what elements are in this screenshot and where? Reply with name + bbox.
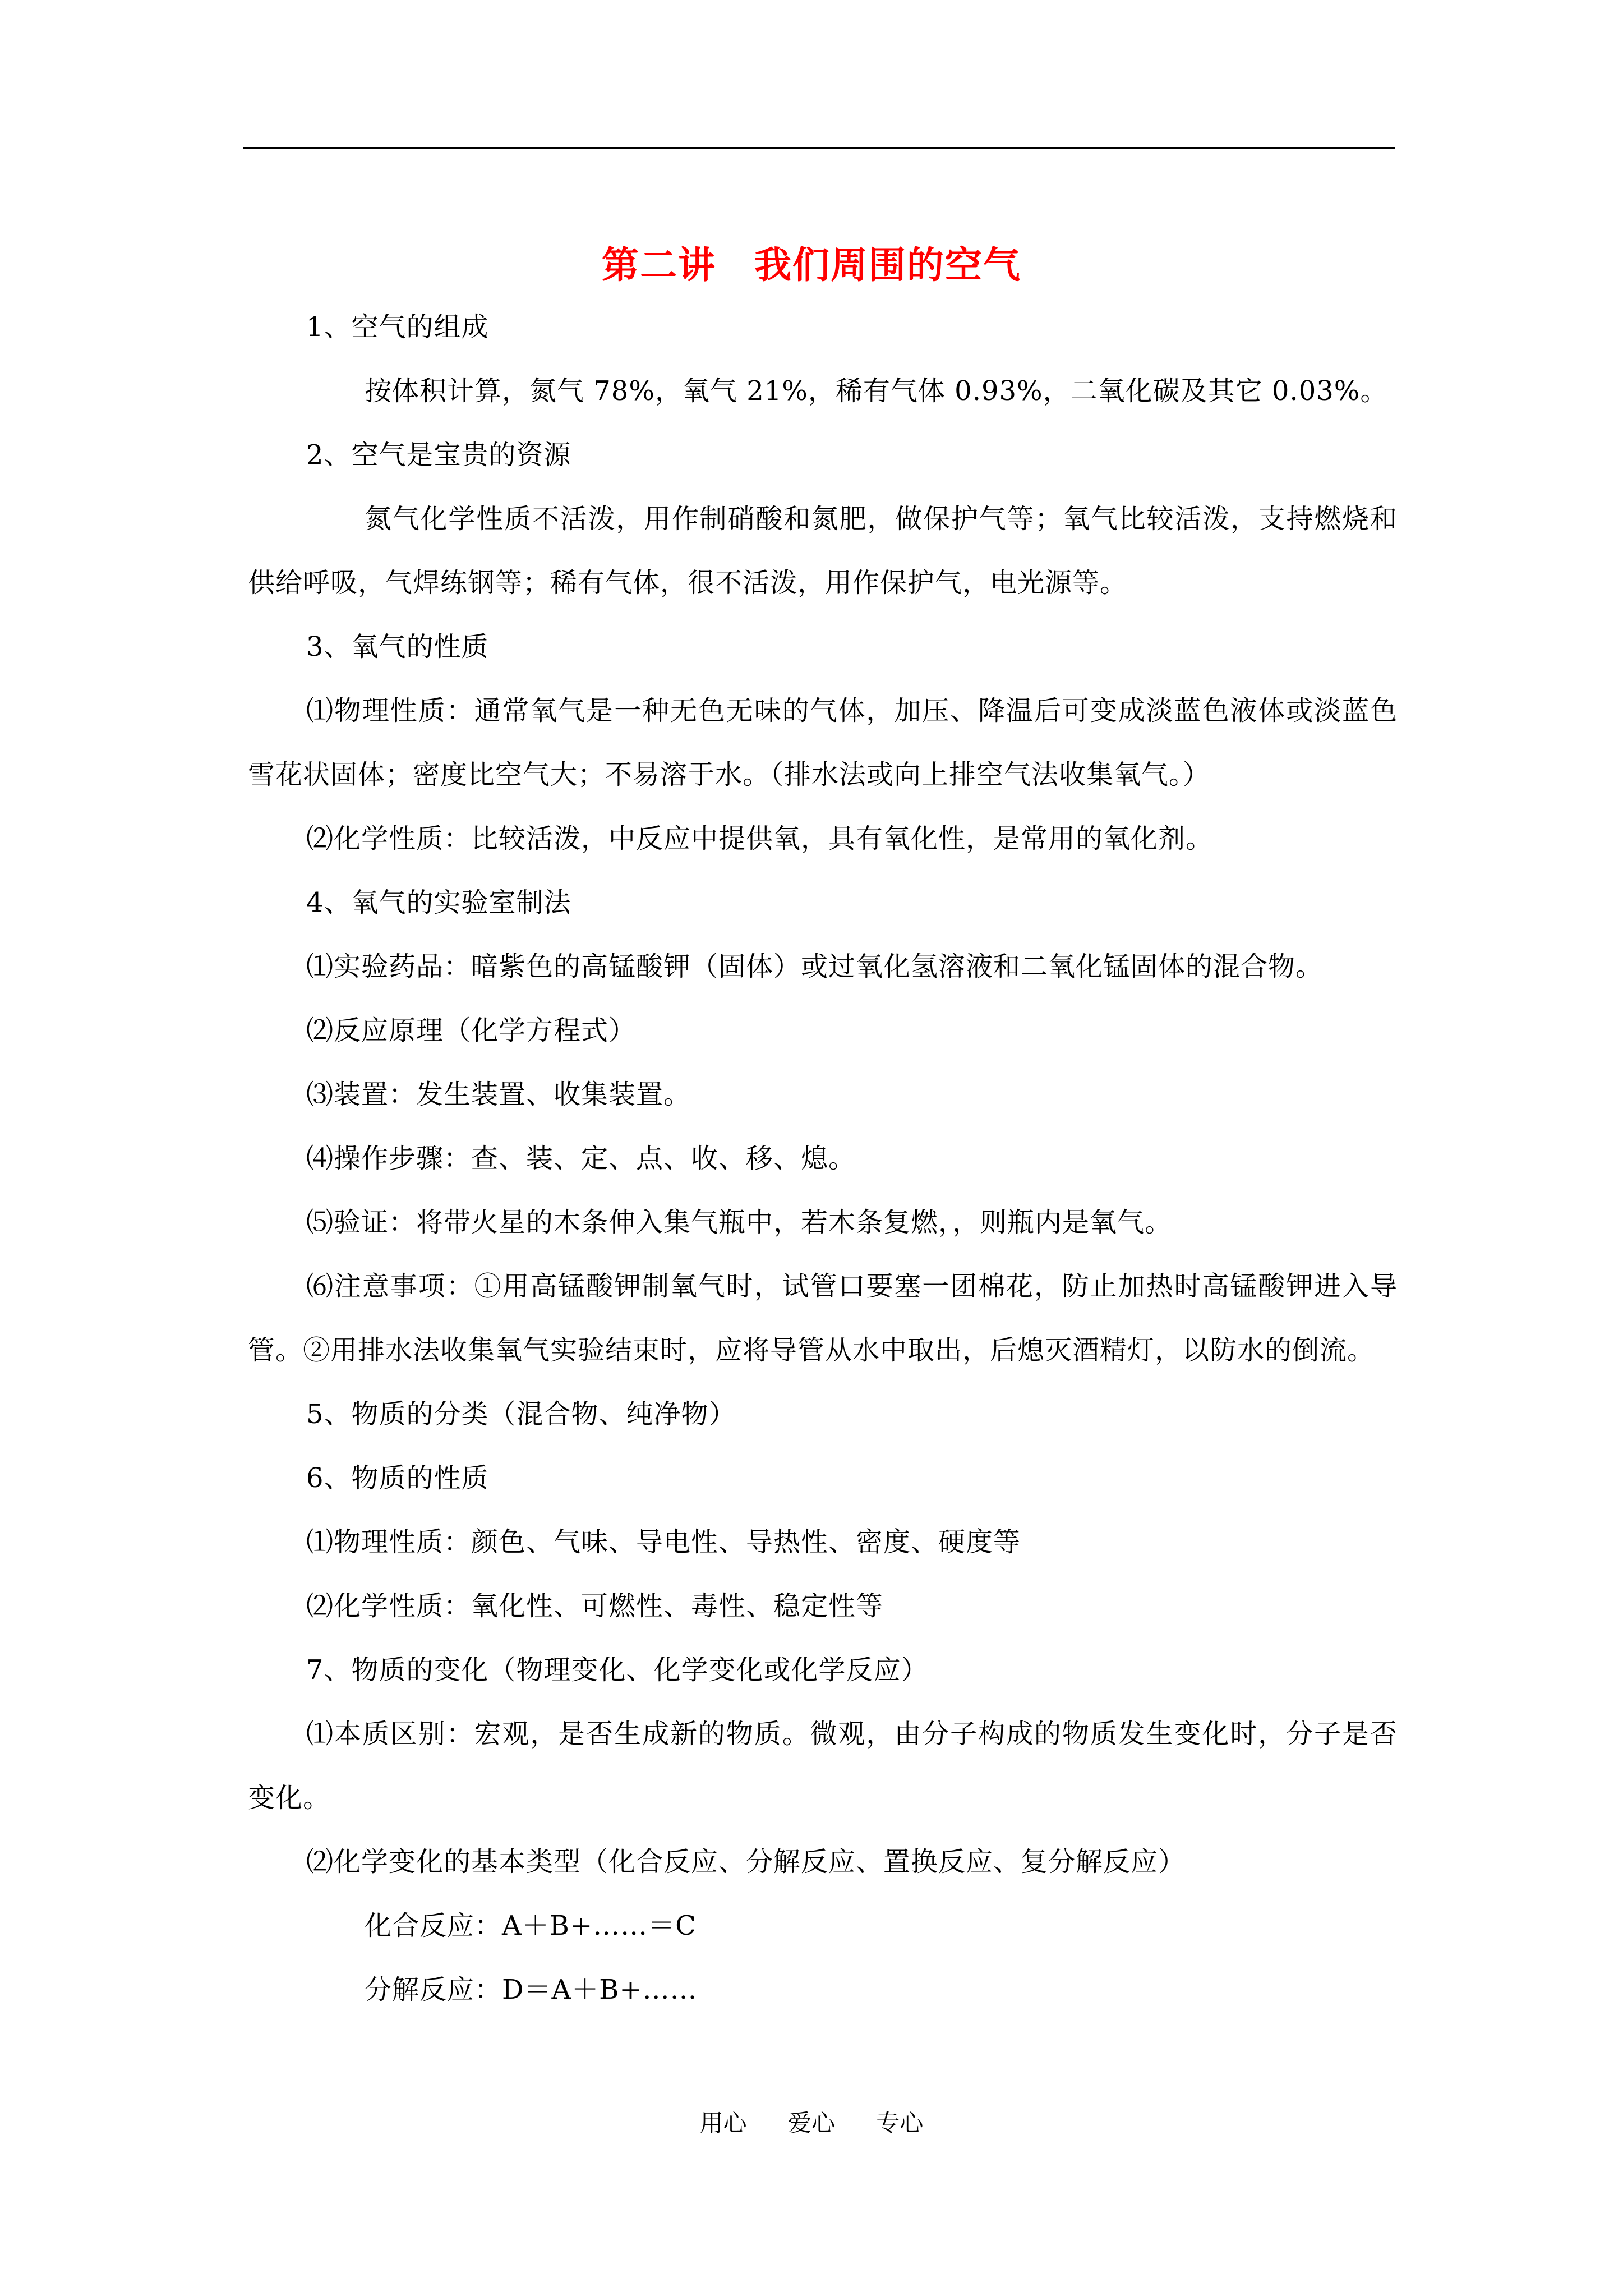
paragraph-lab-verification: ⑸验证：将带火星的木条伸入集气瓶中，若木条复燃，，则瓶内是氧气。: [306, 1207, 1173, 1238]
footer-motto-1: 用心: [699, 2109, 747, 2137]
paragraph-physical-properties: ⑴物理性质：颜色、气味、导电性、导热性、密度、硬度等: [306, 1526, 1021, 1558]
section-heading-classification: 5、物质的分类（混合物、纯净物）: [306, 1398, 736, 1430]
paragraph-lab-steps: ⑷操作步骤：查、装、定、点、收、移、熄。: [306, 1143, 856, 1174]
footer-motto-2: 爱心: [787, 2109, 835, 2137]
paragraph-lab-notes: ⑹注意事项：①用高锰酸钾制氧气时，试管口要塞一团棉花，防止加热时高锰酸钾进入导管。②用排水法收集氧气实验结束时，应将导管从水中取出，后熄灭酒精灯，以防水的倒流。: [248, 1271, 1398, 1366]
paragraph-decomposition-reaction: 分解反应：D＝A＋B+……: [365, 1974, 698, 2005]
section-heading-substance-properties: 6、物质的性质: [306, 1462, 489, 1494]
section-heading-air-composition: 1、空气的组成: [306, 311, 489, 343]
document-body: [248, 295, 1398, 2022]
paragraph-air-resource: 氮气化学性质不活泼，用作制硝酸和氮肥，做保护气等；氧气比较活泼，支持燃烧和供给呼吸，气焊练钢等；稀有气体，很不活泼，用作保护气，电光源等。: [248, 503, 1398, 599]
paragraph-chemical-properties: ⑵化学性质：氧化性、可燃性、毒性、稳定性等: [306, 1590, 884, 1622]
section-heading-substance-change: 7、物质的变化（物理变化、化学变化或化学反应）: [306, 1654, 929, 1686]
paragraph-lab-apparatus: ⑶装置：发生装置、收集装置。: [306, 1079, 691, 1110]
section-heading-oxygen-properties: 3、氧气的性质: [306, 631, 489, 662]
paragraph-air-composition: 按体积计算，氮气 78%，氧气 21%，稀有气体 0.93%，二氧化碳及其它 0.03%。: [365, 375, 1388, 407]
paragraph-essential-difference: ⑴本质区别：宏观，是否生成新的物质。微观，由分子构成的物质发生变化时，分子是否变化。: [248, 1718, 1398, 1814]
paragraph-lab-principle: ⑵反应原理（化学方程式）: [306, 1015, 637, 1046]
footer-motto-3: 专心: [876, 2109, 924, 2137]
paragraph-lab-reagents: ⑴实验药品：暗紫色的高锰酸钾（固体）或过氧化氢溶液和二氧化锰固体的混合物。: [306, 951, 1324, 982]
section-heading-oxygen-lab: 4、氧气的实验室制法: [306, 887, 571, 918]
paragraph-oxygen-physical: ⑴物理性质：通常氧气是一种无色无味的气体，加压、降温后可变成淡蓝色液体或淡蓝色雪花状固体；密度比空气大；不易溶于水。（排水法或向上排空气法收集氧气。）: [248, 695, 1398, 790]
paragraph-oxygen-chemical: ⑵化学性质：比较活泼，中反应中提供氧，具有氧化性，是常用的氧化剂。: [306, 823, 1214, 854]
page-title: 第二讲 我们周围的空气: [602, 243, 1021, 287]
paragraph-combination-reaction: 化合反应：A＋B+……＝C: [365, 1910, 697, 1941]
paragraph-reaction-types: ⑵化学变化的基本类型（化合反应、分解反应、置换反应、复分解反应）: [306, 1846, 1186, 1878]
section-heading-air-resource: 2、空气是宝贵的资源: [306, 439, 571, 471]
page-footer: [0, 2106, 1623, 2140]
header-rule: [243, 147, 1395, 149]
